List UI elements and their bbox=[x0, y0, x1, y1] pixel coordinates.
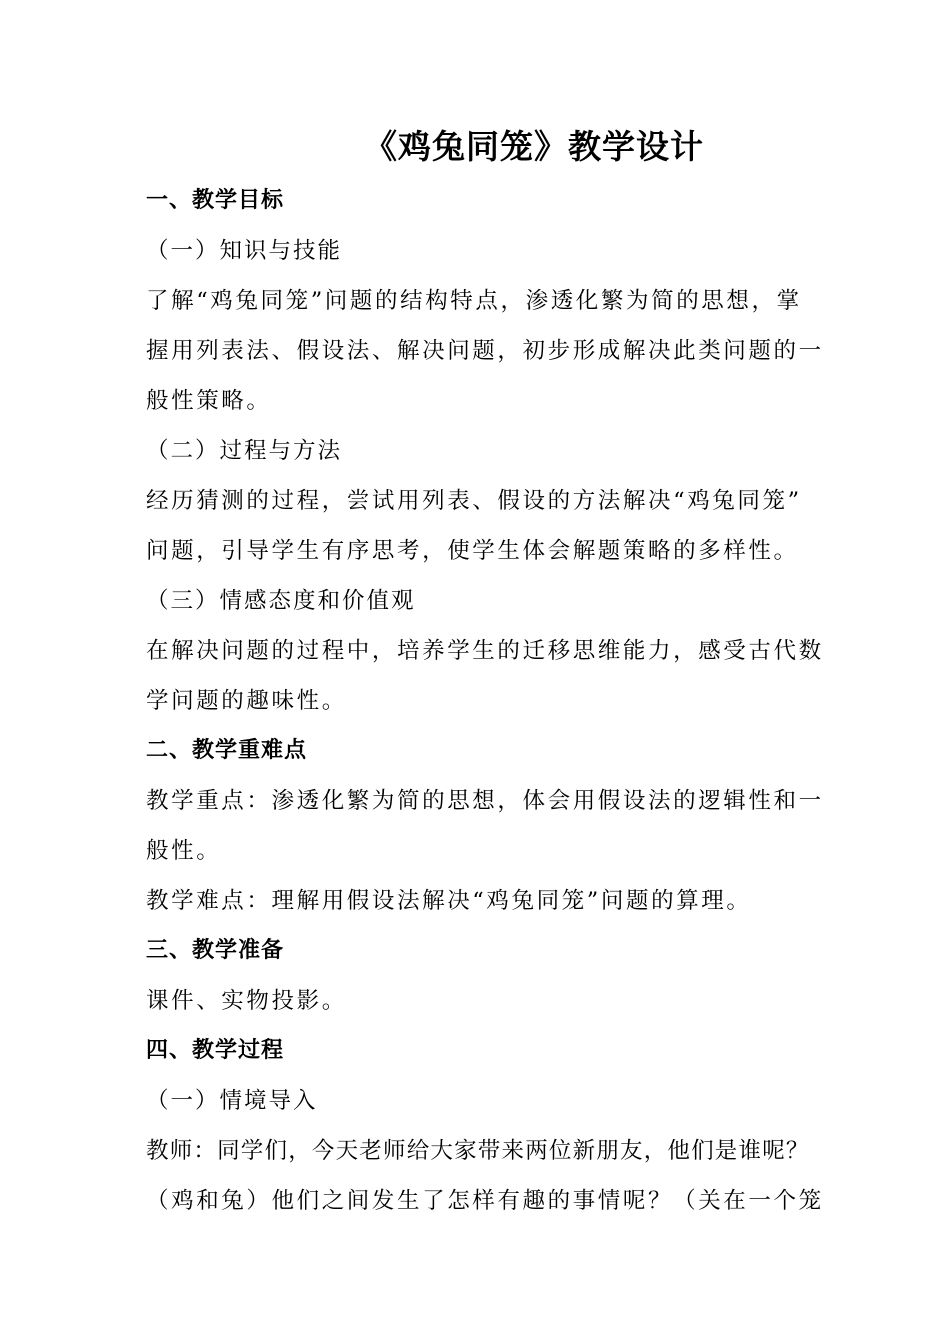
paragraph-line: 在解决问题的过程中，培养学生的迁移思维能力，感受古代数 bbox=[146, 638, 824, 664]
paragraph-line: 般性。 bbox=[146, 838, 222, 864]
subheading-emotion-values: （三）情感态度和价值观 bbox=[146, 588, 416, 614]
subheading-knowledge-skills: （一）知识与技能 bbox=[146, 238, 343, 264]
document-title: 《鸡兔同笼》教学设计 bbox=[364, 127, 704, 166]
paragraph-line: （鸡和兔）他们之间发生了怎样有趣的事情呢？（关在一个笼 bbox=[146, 1188, 824, 1214]
paragraph-line: 教学重点：渗透化繁为简的思想，体会用假设法的逻辑性和一 bbox=[146, 788, 824, 814]
section-heading-preparation: 三、教学准备 bbox=[146, 938, 285, 963]
paragraph-line: 问题，引导学生有序思考，使学生体会解题策略的多样性。 bbox=[146, 538, 799, 564]
section-heading-key-points: 二、教学重难点 bbox=[146, 738, 308, 763]
paragraph-line: 般性策略。 bbox=[146, 388, 272, 414]
section-heading-objectives: 一、教学目标 bbox=[146, 188, 285, 213]
subheading-scenario-intro: （一）情境导入 bbox=[146, 1088, 318, 1114]
subheading-process-methods: （二）过程与方法 bbox=[146, 438, 343, 464]
paragraph-line: 握用列表法、假设法、解决问题，初步形成解决此类问题的一 bbox=[146, 338, 824, 364]
paragraph-line: 学问题的趣味性。 bbox=[146, 688, 347, 714]
paragraph-line: 了解“鸡兔同笼”问题的结构特点，渗透化繁为简的思想，掌 bbox=[146, 288, 802, 314]
paragraph-line: 课件、实物投影。 bbox=[146, 988, 347, 1014]
paragraph-line: 经历猜测的过程，尝试用列表、假设的方法解决“鸡兔同笼” bbox=[146, 488, 802, 514]
paragraph-line: 教师：同学们，今天老师给大家带来两位新朋友，他们是谁呢？ bbox=[146, 1138, 810, 1164]
paragraph-line: 教学难点：理解用假设法解决“鸡兔同笼”问题的算理。 bbox=[146, 888, 752, 914]
document-body bbox=[146, 176, 830, 1226]
section-heading-process: 四、教学过程 bbox=[146, 1038, 285, 1063]
